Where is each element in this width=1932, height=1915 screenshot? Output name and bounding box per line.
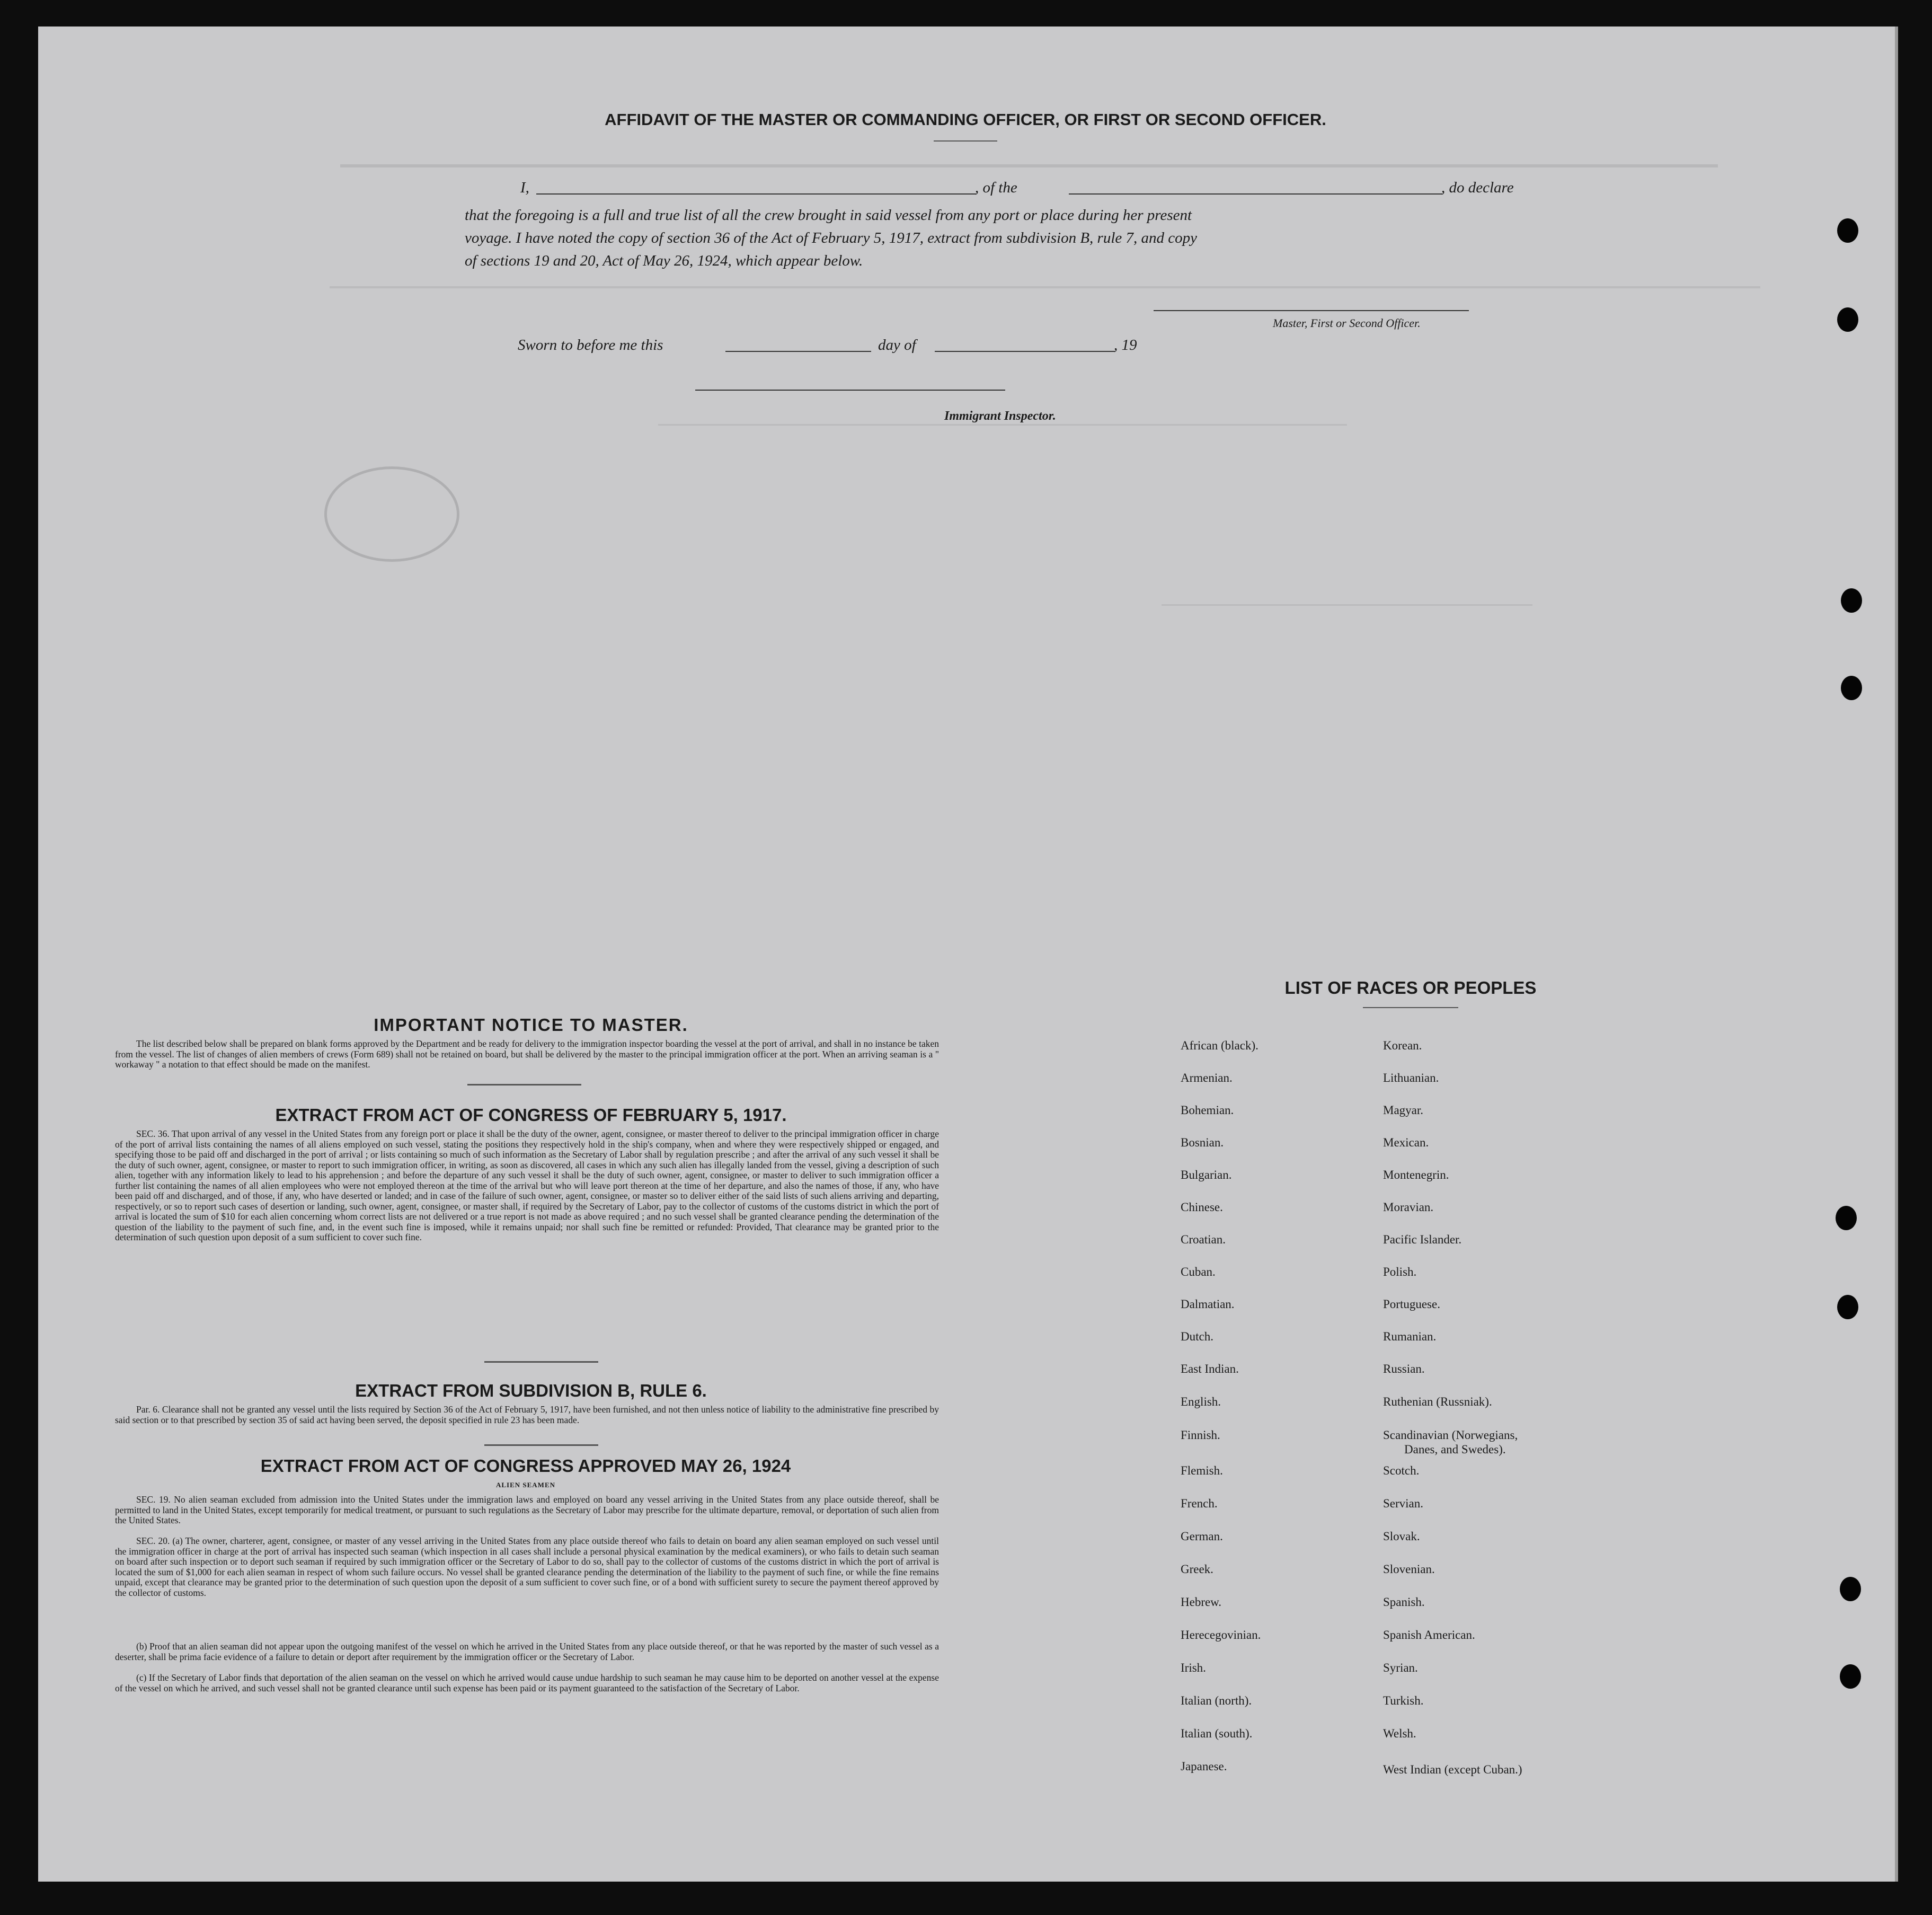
race-item: Korean. — [1383, 1039, 1422, 1052]
race-item: Rumanian. — [1383, 1330, 1437, 1343]
race-item: English. — [1181, 1395, 1221, 1408]
extract-1924-title: EXTRACT FROM ACT OF CONGRESS APPROVED MAY 26, 1924 — [260, 1456, 791, 1476]
race-item: Montenegrin. — [1383, 1168, 1449, 1181]
race-item: Mexican. — [1383, 1136, 1429, 1149]
race-item: Moravian. — [1383, 1201, 1434, 1214]
race-item: Spanish. — [1383, 1595, 1425, 1609]
bleed-through — [287, 106, 1771, 689]
punch-hole-5 — [1836, 1206, 1857, 1230]
affidavit-title: AFFIDAVIT OF THE MASTER OR COMMANDING OFFICER, OR FIRST OR SECOND OFFICER. — [605, 110, 1326, 129]
sworn-prefix: Sworn to before me this — [518, 337, 663, 354]
race-item: Croatian. — [1181, 1233, 1226, 1246]
rule6-title: EXTRACT FROM SUBDIVISION B, RULE 6. — [355, 1381, 707, 1400]
extract-1924-sec20a: SEC. 20. (a) The owner, charterer, agent, consignee, or master of any vessel arriving in the United States from any place outside thereof who fails to detain on board any alien seaman employed on such vessel until the immigration officer in charge at the port of arrival has inspected such seaman (which inspection in all cases shall include a personal physical examination by the medical examiners), or who fails to detain such seaman on board after such inspection or to deport such seaman if required by such immigration officer or the Secretary of Labor to do so, shall pay to the collector of customs of the customs district in which the port of arrival is located the sum of $1,000 for each alien seaman in respect of whom such failure occurs. No vessel shall be granted clearance pending the determination of the liability to the payment of such fine, or while the fine remains unpaid, except that clearance may be granted prior to the determination of such question upon the deposit of a sum sufficient to cover such fine, or of a bond with sufficient surety to secure the payment thereof approved by the collector of customs. — [115, 1535, 939, 1598]
race-item: Bohemian. — [1181, 1104, 1234, 1117]
race-item: Portuguese. — [1383, 1298, 1440, 1311]
affidavit-name-line[interactable] — [536, 193, 976, 195]
race-item: Turkish. — [1383, 1694, 1424, 1707]
race-item: Finnish. — [1181, 1428, 1220, 1442]
master-signature-line[interactable] — [1154, 310, 1469, 311]
race-item: Japanese. — [1181, 1760, 1227, 1773]
notice-title: IMPORTANT NOTICE TO MASTER. — [374, 1015, 688, 1035]
affidavit-i: I, — [520, 179, 529, 196]
race-item: Scandinavian (Norwegians, — [1383, 1428, 1518, 1442]
affidavit-line-3: voyage. I have noted the copy of section 36 of the Act of February 5, 1917, extract from subdivision B, rule 7, and copy — [465, 230, 1198, 246]
race-item: Syrian. — [1383, 1661, 1418, 1674]
affidavit-declare: , do declare — [1441, 179, 1514, 196]
punch-hole-6 — [1837, 1295, 1858, 1319]
affidavit-line-2: that the foregoing is a full and true list of all the crew brought in said vessel from any port or place during her present — [465, 207, 1192, 224]
race-item: Dalmatian. — [1181, 1298, 1235, 1311]
race-item: Irish. — [1181, 1661, 1206, 1674]
race-item: Ruthenian (Russniak). — [1383, 1395, 1492, 1408]
extract-1917-body: SEC. 36. That upon arrival of any vessel in the United States from any foreign port or place it shall be the duty of the owner, agent, consignee, or master thereof to deliver to the principal immigration officer in charge of the port of arrival lists containing the names of all aliens employed on such vessel, stating the positions they respectively hold in the ship's company, when and where they were respectively shipped or engaged, and specifying those to be paid off and discharged in the port of arrival ; or lists containing so much of such information as the Secretary of Labor shall by regulation prescribe ; and after the arrival of any such vessel it shall be the duty of such owner, agent, consignee, or master to report to such immigration officer, in writing, as soon as discovered, all cases in which any such alien has illegally landed from the vessel, giving a description of such alien, together with any information likely to lead to his apprehension ; and before the departure of any such vessel it shall be the duty of such owner, agent, consignee, or master to deliver to such immigration officer a further list containing the names of all alien employees who were not employed thereon at the time of the arrival but who will leave port thereon at the time of her departure, and also the names of those, if any, who have been paid off and discharged, and of those, if any, who have deserted or landed; and in case of the failure of such owner, agent, consignee, or master so to deliver either of the said lists of such aliens arriving and departing, respectively, or so to report such cases of desertion or landing, such owner, agent, consignee, or master shall, if required by the Secretary of Labor, pay to the collector of customs of the customs district in which the port of arrival is located the sum of $10 for each alien concerning whom correct lists are not delivered or a true report is not made as above required ; and no such vessel shall be granted clearance pending the determination of the question of the liability to the payment of such fine, and, in the event such fine is imposed, while it remains unpaid; nor shall such fine be remitted or refunded: Provided, That clearance may be granted prior to the determination of such question upon deposit of a sum sufficient to cover such fine. — [115, 1128, 939, 1242]
inspector-label: Immigrant Inspector. — [944, 409, 1056, 423]
race-item: Bosnian. — [1181, 1136, 1224, 1149]
race-item: Lithuanian. — [1383, 1071, 1439, 1084]
race-item: Polish. — [1383, 1265, 1417, 1278]
race-item: Dutch. — [1181, 1330, 1213, 1343]
sworn-day-of: day of — [878, 337, 916, 354]
document-page — [38, 27, 1898, 1882]
race-item: Greek. — [1181, 1563, 1213, 1576]
race-item: Magyar. — [1383, 1104, 1424, 1117]
notice-rule — [467, 1084, 581, 1086]
extract-1917-rule — [484, 1361, 598, 1363]
race-item: Slovak. — [1383, 1530, 1420, 1543]
sworn-year: , 19 — [1114, 337, 1137, 354]
extract-1924-sec20c: (c) If the Secretary of Labor finds that deportation of the alien seaman on the vessel on which he arrived would cause undue hardship to such seaman he may cause him to be deported on another vessel at the expense of the vessel on which he arrived, and such vessel shall not be granted clearance until such expense has been paid or its payment guaranteed to the satisfaction of the Secretary of Labor. — [115, 1672, 939, 1693]
sworn-month-line[interactable] — [935, 351, 1115, 352]
race-item: Armenian. — [1181, 1071, 1233, 1084]
sworn-day-line[interactable] — [725, 351, 871, 352]
punch-hole-4 — [1841, 676, 1862, 700]
race-item: Hebrew. — [1181, 1595, 1222, 1609]
race-item: Chinese. — [1181, 1201, 1223, 1214]
race-item: Welsh. — [1383, 1727, 1416, 1740]
affidavit-title-rule — [934, 140, 997, 142]
affidavit-of-the: , of the — [975, 179, 1017, 196]
extract-1924-subtitle: ALIEN SEAMEN — [495, 1481, 556, 1489]
extract-1924-sec19: SEC. 19. No alien seaman excluded from admission into the United States under the immigration laws and employed on board any vessel arriving in the United States from any place outside thereof, shall be permitted to land in the United States, except temporarily for medical treatment, or pursuant to such regulations as the Secretary of Labor may prescribe for the ultimate departure, removal, or deportation of such alien from the United States. — [115, 1494, 939, 1525]
affidavit-vessel-line[interactable] — [1069, 193, 1442, 195]
affidavit-line-4: of sections 19 and 20, Act of May 26, 1924, which appear below. — [465, 252, 863, 269]
race-item: Bulgarian. — [1181, 1168, 1232, 1181]
race-item: East Indian. — [1181, 1362, 1239, 1375]
punch-hole-3 — [1841, 588, 1862, 613]
punch-hole-1 — [1837, 218, 1858, 243]
race-item: Servian. — [1383, 1497, 1424, 1510]
rule6-body: Par. 6. Clearance shall not be granted any vessel until the lists required by Section 36 of the Act of February 5, 1917, have been furnished, and not then unless notice of liability to the administrative fine prescribed by said section or to that prescribed by section 35 of said act having been served, the deposit specified in rule 23 has been made. — [115, 1404, 939, 1425]
races-title-rule — [1363, 1007, 1458, 1008]
race-item: German. — [1181, 1530, 1223, 1543]
race-item: Pacific Islander. — [1383, 1233, 1462, 1246]
races-title: LIST OF RACES OR PEOPLES — [1284, 978, 1537, 998]
extract-1924-sec20b: (b) Proof that an alien seaman did not appear upon the outgoing manifest of the vessel on which he arrived in the United States from any place outside thereof, or that he was reported by the master of such vessel as a deserter, shall be prima facie evidence of a failure to detain or deport after requirement by the immigration officer or the Secretary of Labor. — [115, 1641, 939, 1662]
master-signature-label: Master, First or Second Officer. — [1273, 316, 1421, 330]
race-item: Italian (north). — [1181, 1694, 1252, 1707]
race-item: Flemish. — [1181, 1464, 1223, 1477]
race-item: African (black). — [1181, 1039, 1259, 1052]
extract-1917-title: EXTRACT FROM ACT OF CONGRESS OF FEBRUARY 5, 1917. — [275, 1105, 787, 1125]
inspector-signature-line[interactable] — [695, 390, 1005, 391]
race-item: Italian (south). — [1181, 1727, 1253, 1740]
race-item: Herecegovinian. — [1181, 1628, 1261, 1642]
rule6-rule — [484, 1444, 598, 1446]
race-item: Spanish American. — [1383, 1628, 1475, 1642]
race-item: Scotch. — [1383, 1464, 1420, 1477]
punch-hole-8 — [1840, 1664, 1861, 1689]
race-item: Slovenian. — [1383, 1563, 1435, 1576]
notice-body: The list described below shall be prepared on blank forms approved by the Department and be ready for delivery to the immigration inspector boarding the vessel at the port of arrival, and shall in no instance be taken from the vessel. The list of changes of alien members of crews (Form 689) shall not be retained on board, but shall be delivered by the master to the principal immigration officer at the port. When an arriving seaman is a " workaway " a notation to that effect should be made on the manifest. — [115, 1038, 939, 1070]
race-item: Danes, and Swedes). — [1404, 1443, 1506, 1456]
punch-hole-7 — [1840, 1577, 1861, 1601]
race-item: Cuban. — [1181, 1265, 1216, 1278]
race-item: Russian. — [1383, 1362, 1425, 1375]
punch-hole-2 — [1837, 307, 1858, 332]
stamp-mark — [324, 466, 459, 562]
race-item: West Indian (except Cuban.) — [1383, 1763, 1522, 1776]
race-item: French. — [1181, 1497, 1218, 1510]
